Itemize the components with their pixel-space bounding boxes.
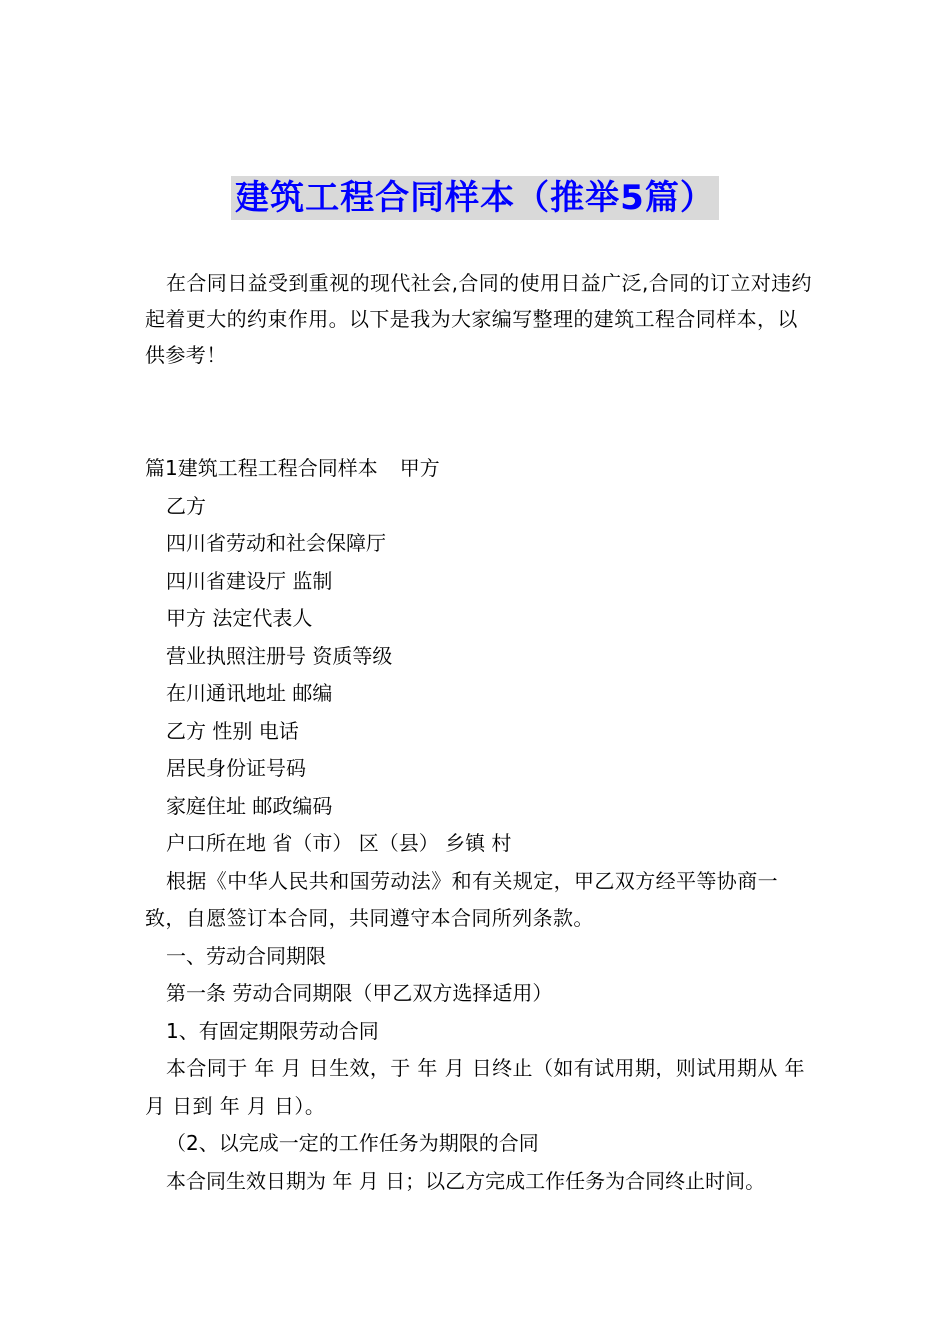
document-title: 建筑工程合同样本（推举5篇） [231,176,719,220]
paragraph-task-based: 本合同生效日期为 年 月 日；以乙方完成工作任务为合同终止时间。 [166,1168,766,1193]
section-heading: 篇1建筑工程工程合同样本 [145,456,378,480]
paragraph-fixed-term: 本合同于 年 月 日生效，于 年 月 日终止（如有试用期，则试用期从 年 月 日到 年 月 日）。 [145,1056,805,1118]
item-task-based-contract: （2、以完成一定的工作任务为期限的合同 [166,1131,539,1155]
chapter-heading-contract-term: 一、劳动合同期限 [166,943,326,968]
section-heading-party-a: 甲方 [399,456,440,480]
intro-section [145,265,817,373]
section-heading-line [145,450,817,488]
line-party-b: 乙方 [166,493,206,518]
intro-paragraph: 在合同日益受到重视的现代社会,合同的使用日益广泛,合同的订立对违约起着更大的约束作用。以下是我为大家编写整理的建筑工程合同样本，以供参考！ [145,271,812,367]
article-1-heading: 第一条 劳动合同期限（甲乙双方选择适用） [166,981,553,1005]
title-container [0,176,950,220]
line-construction-department: 四川省建设厅 监制 [166,568,333,593]
line-business-license: 营业执照注册号 资质等级 [166,643,393,668]
line-household-registration: 户口所在地 省（市） 区（县） 乡镇 村 [166,831,512,855]
line-home-address: 家庭住址 邮政编码 [166,793,333,818]
paragraph-labor-law: 根据《中华人民共和国劳动法》和有关规定，甲乙双方经平等协商一致，自愿签订本合同，共同遵守本合同所列条款。 [145,868,778,930]
line-legal-representative: 甲方 法定代表人 [166,606,313,630]
contract-body [145,450,817,1200]
line-labor-department: 四川省劳动和社会保障厅 [166,531,386,555]
item-fixed-term-contract: 1、有固定期限劳动合同 [166,1018,379,1043]
line-id-number: 居民身份证号码 [166,756,306,780]
line-sichuan-address: 在川通讯地址 邮编 [166,681,333,705]
line-party-b-gender-phone: 乙方 性别 电话 [166,718,299,743]
